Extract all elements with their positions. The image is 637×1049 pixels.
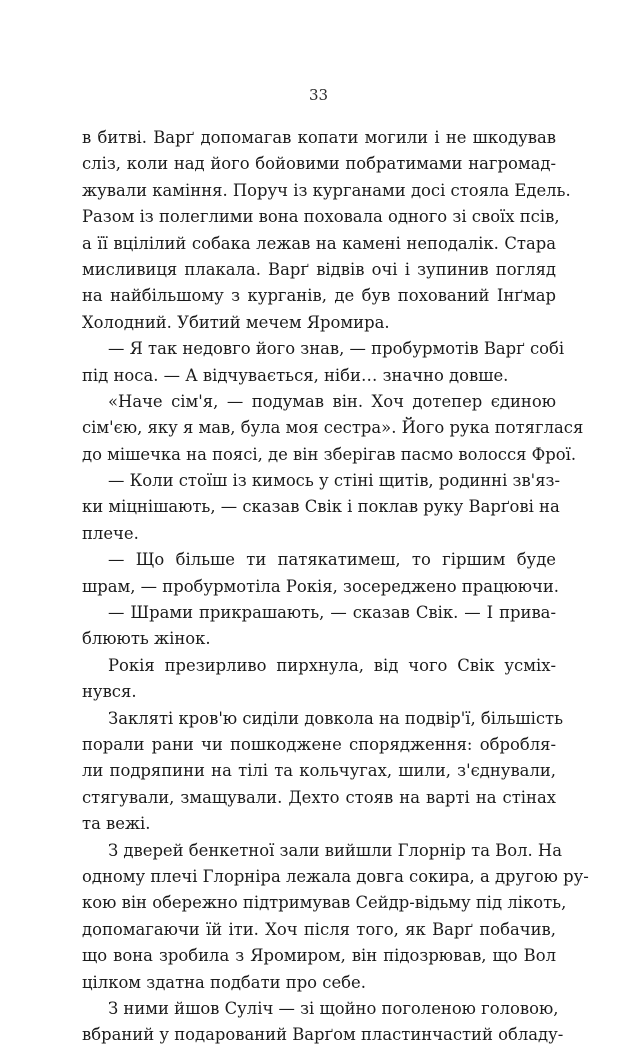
text-line: та вежі. <box>82 814 151 834</box>
paragraph <box>82 468 561 547</box>
text-line: Рокія презирливо пирхнула, від чого Свік усміх- <box>108 655 556 675</box>
text-line: плече. <box>82 523 139 543</box>
text-line: — Коли стоїш із кимось у стіні щитів, родинні зв'яз- <box>108 471 561 491</box>
page-number: 33 <box>308 86 329 104</box>
text-line: стягували, змащували. Дехто стояв на варті на стінах <box>82 787 556 807</box>
text-line: З ними йшов Суліч — зі щойно поголеною головою, <box>108 998 559 1018</box>
text-line: до мішечка на поясі, де він зберігав пасмо волосся Фрої. <box>82 444 577 464</box>
paragraph <box>82 336 565 389</box>
text-line: шрам, — пробурмотіла Рокія, зосереджено працюючи. <box>82 576 560 596</box>
paragraph <box>82 125 571 336</box>
text-line: ли подряпини на тілі та кольчугах, шили, з'єднували, <box>82 761 556 781</box>
paragraph <box>82 706 564 838</box>
text-line: а її вцілілий собака лежав на камені неподалік. Стара <box>82 233 556 253</box>
text-line: Закляті кров'ю сиділи довкола на подвір'ї, більшість <box>108 708 564 728</box>
paragraph <box>82 996 564 1049</box>
paragraph <box>82 653 556 706</box>
text-line: цілком здатна подбати про себе. <box>82 972 366 992</box>
text-line: вбраний у подарований Варґом пластинчастий обладу- <box>82 1025 564 1045</box>
text-line: в битві. Варґ допомагав копати могили і не шкодував <box>82 128 556 147</box>
text-line: «Наче сім'я, — подумав він. Хоч дотепер єдиною <box>108 391 556 411</box>
text-line: сім'єю, яку я мав, була моя сестра». Його рука потяглася <box>82 418 584 438</box>
text-line: одному плечі Глорніра лежала довга сокира, а другою ру- <box>82 866 589 886</box>
text-line: мисливиця плакала. Варґ відвів очі і зупинив погляд <box>82 259 556 279</box>
paragraph <box>82 838 589 996</box>
text-line: ки міцнішають, — сказав Свік і поклав руку Варґові на <box>82 497 560 517</box>
text-line: — Що більше ти патякатимеш, то гіршим буде <box>108 550 556 570</box>
text-line: Разом із полеглими вона поховала одного зі своїх псів, <box>82 207 560 227</box>
text-line: допомагаючи їй іти. Хоч після того, як Варґ побачив, <box>82 919 556 939</box>
page-text <box>82 125 589 1049</box>
text-line: — Я так недовго його знав, — пробурмотів Варґ собі <box>108 339 565 359</box>
text-line: нувся. <box>82 682 137 702</box>
text-line: на найбільшому з курганів, де був похований Інґмар <box>82 286 556 306</box>
paragraph <box>82 600 556 653</box>
text-line: Холодний. Убитий мечем Яромира. <box>82 312 390 332</box>
text-line: З дверей бенкетної зали вийшли Глорнір та Вол. На <box>108 840 562 860</box>
text-line: жували каміння. Поруч із курганами досі стояла Едель. <box>82 180 571 200</box>
text-line: під носа. — А відчувається, ніби… значно довше. <box>82 365 509 385</box>
text-line: що вона зробила з Яромиром, він підозрював, що Вол <box>82 946 556 966</box>
text-line: кою він обережно підтримував Сейдр-відьму під лікоть, <box>82 893 567 913</box>
text-line: блюють жінок. <box>82 629 211 649</box>
text-line: — Шрами прикрашають, — сказав Свік. — І прива- <box>108 603 556 623</box>
text-line: порали рани чи пошкоджене спорядження: обробля- <box>82 734 556 754</box>
paragraph <box>82 389 584 468</box>
text-line: сліз, коли над його бойовими побратимами нагромад- <box>82 154 556 174</box>
paragraph <box>82 547 560 600</box>
